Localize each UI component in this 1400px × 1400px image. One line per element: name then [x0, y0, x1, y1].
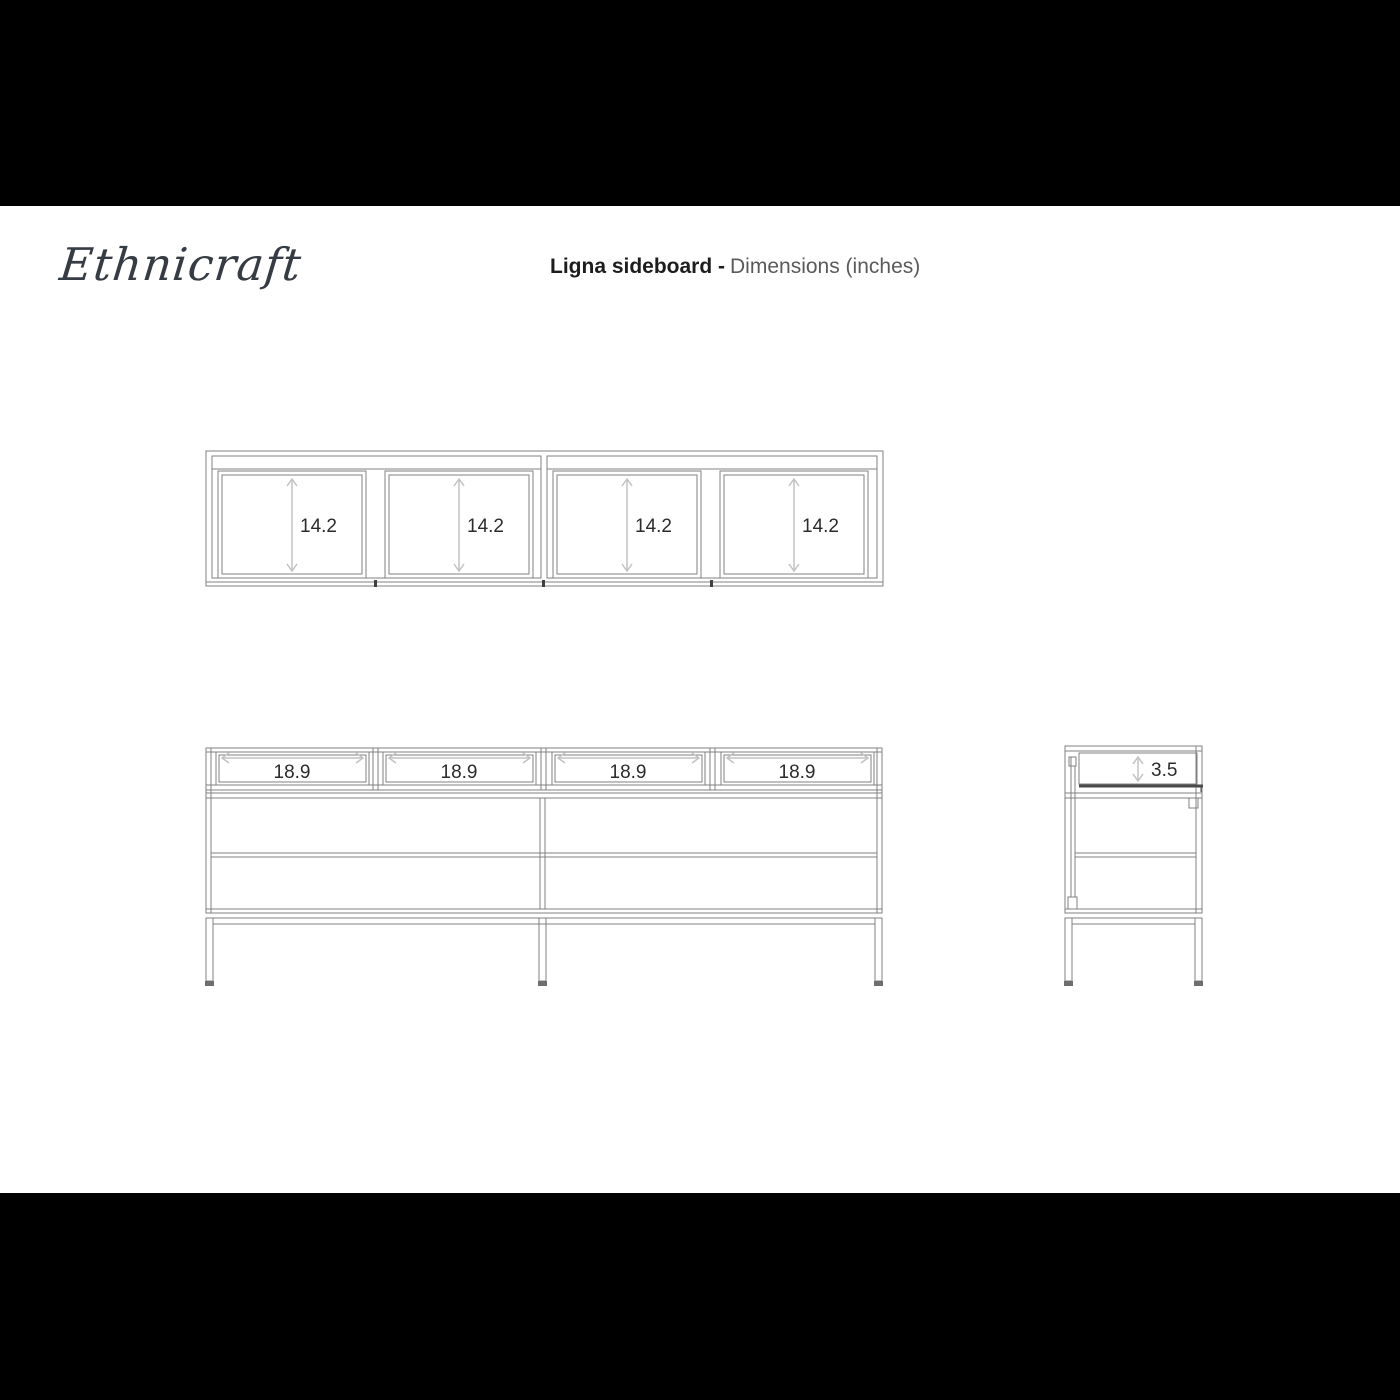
- leg: [1065, 918, 1072, 981]
- leg: [875, 918, 882, 981]
- vertical-dimension-arrow: [1133, 757, 1143, 781]
- leg: [206, 918, 213, 981]
- dimension-label: 18.9: [273, 762, 311, 783]
- top-view-drawing: [206, 451, 883, 587]
- vertical-dimension-arrow: [622, 479, 632, 571]
- leg-foot: [205, 981, 214, 986]
- leg-foot: [1194, 981, 1203, 986]
- vertical-dimension-arrow: [454, 479, 464, 571]
- side-view-outer-frame: [1065, 746, 1202, 913]
- dimension-label: 18.9: [778, 762, 816, 783]
- document-page: [0, 206, 1400, 1193]
- door-edge-bottom: [1068, 897, 1077, 909]
- side-view-drawing: [1064, 746, 1203, 986]
- leg-foot: [538, 981, 547, 986]
- dimension-label: 14.2: [802, 516, 839, 537]
- leg: [1195, 918, 1202, 981]
- joint-tick: [542, 580, 545, 587]
- front-view-drawing: [205, 748, 883, 986]
- leg-foot: [874, 981, 883, 986]
- joint-tick: [374, 580, 377, 587]
- brand-logo: Ethnicraft: [57, 238, 305, 291]
- product-name: Ligna sideboard -: [550, 255, 726, 278]
- door-edge-top: [1069, 757, 1076, 766]
- dimension-label: 18.9: [440, 762, 478, 783]
- joint-tick: [710, 580, 713, 587]
- dimension-label: 3.5: [1151, 760, 1178, 781]
- dimension-label: 18.9: [609, 762, 647, 783]
- drawer-runner-bracket: [1189, 798, 1198, 808]
- dimension-label: 14.2: [467, 516, 504, 537]
- sheet-subtitle: Dimensions (inches): [730, 255, 921, 278]
- dimension-label: 14.2: [635, 516, 672, 537]
- vertical-dimension-arrow: [287, 479, 297, 571]
- leg: [539, 918, 546, 981]
- dimension-label: 14.2: [300, 516, 337, 537]
- vertical-dimension-arrow: [789, 479, 799, 571]
- leg-foot: [1064, 981, 1073, 986]
